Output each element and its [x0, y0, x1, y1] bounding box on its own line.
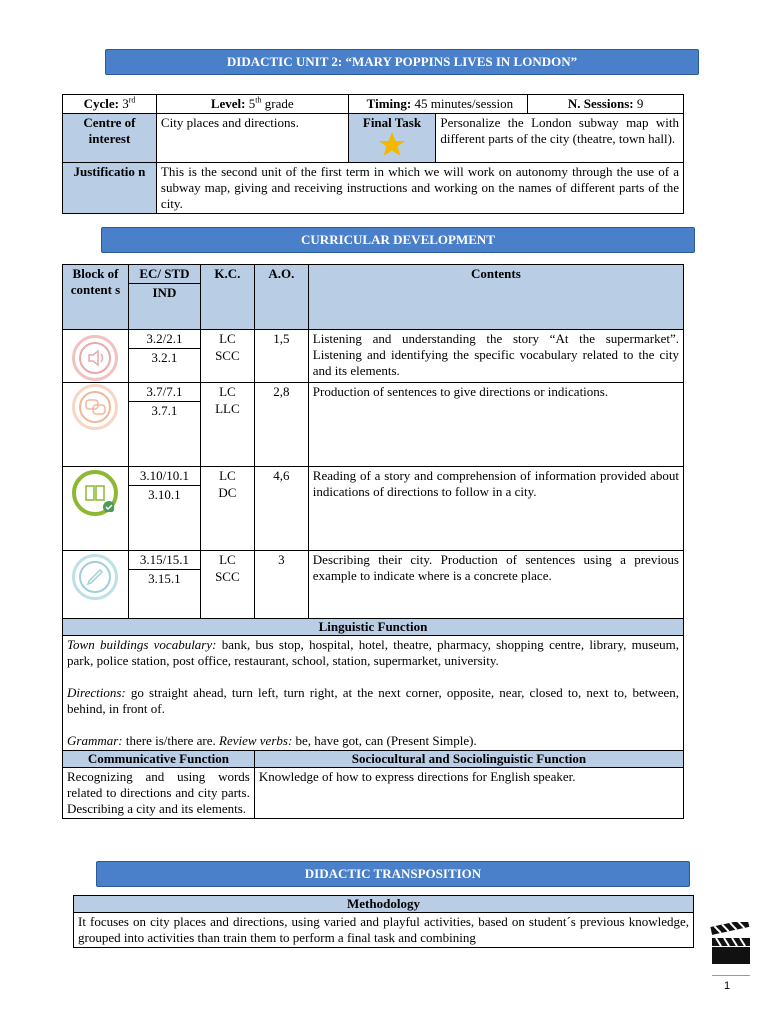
std-value: 3.10/10.1 [139, 468, 189, 483]
kc-cell [200, 551, 254, 619]
level-tail: grade [264, 96, 294, 111]
linguistic-content [63, 636, 684, 751]
level-cell [156, 95, 348, 114]
std-value: 3.7/7.1 [146, 384, 183, 399]
kc-secondary: SCC [215, 348, 240, 363]
ec-std-header [128, 265, 200, 330]
ao-header: A.O. [254, 265, 308, 330]
level-sup: th [255, 95, 262, 105]
footer-rule [712, 975, 750, 976]
block-cell [63, 383, 129, 467]
contents-header: Contents [308, 265, 683, 330]
directions-label: Directions: [67, 685, 126, 700]
reading-icon [72, 470, 118, 516]
vocab-line [67, 637, 679, 669]
kc-primary: LC [219, 331, 236, 346]
methodology-table [73, 895, 694, 948]
kc-primary: LC [219, 468, 236, 483]
centre-label: Centre of interest [63, 114, 157, 163]
contents-cell: Reading of a story and comprehension of information provided about indications of directions to follow in a city. [308, 467, 683, 551]
kc-secondary: LLC [215, 401, 240, 416]
final-task-value: Personalize the London subway map with different parts of the city (theatre, town hall). [436, 114, 684, 163]
kc-secondary: SCC [215, 569, 240, 584]
ind-value: 3.10.1 [129, 485, 200, 504]
listening-icon [72, 335, 118, 381]
timing-value: 45 minutes/session [414, 96, 514, 111]
table-row [63, 330, 684, 383]
writing-icon [72, 554, 118, 600]
std-cell [128, 551, 200, 619]
review-label: Review verbs: [219, 733, 293, 748]
contents-cell: Listening and understanding the story “At the supermarket”. Listening and identifying the specific vocabulary related to the city and its elements. [308, 330, 683, 383]
block-header: Block of content s [63, 265, 129, 330]
grammar-text: there is/there are. [125, 733, 216, 748]
block-cell [63, 330, 129, 383]
ind-label: IND [129, 283, 200, 302]
grammar-label: Grammar: [67, 733, 123, 748]
communicative-text: Recognizing and using words related to directions and city parts. Describing a city and its elements. [63, 768, 255, 819]
kc-secondary: DC [218, 485, 237, 500]
curricular-banner: CURRICULAR DEVELOPMENT [101, 227, 695, 253]
sociocultural-text: Knowledge of how to express directions for English speaker. [254, 768, 683, 819]
methodology-text: It focuses on city places and directions, using varied and playful activities, based on student´s previous knowledge, grouped into activities than train them to perform a final task and combining [74, 913, 694, 948]
level-value: 5 [248, 96, 256, 111]
sessions-label: N. Sessions: [567, 96, 634, 111]
star-icon [377, 131, 407, 157]
std-value: 3.2/2.1 [146, 331, 183, 346]
page-number: 1 [724, 980, 731, 992]
cycle-value: 3 [122, 96, 129, 111]
ind-value: 3.15.1 [129, 569, 200, 588]
ec-std-label: EC/ STD [139, 266, 190, 281]
ind-value: 3.2.1 [129, 348, 200, 367]
vocab-text: bank, bus stop, hospital, hotel, theatre, pharmacy, shopping centre, library, museum, park, police station, post office, restaurant, school, station, supermarket, university. [67, 637, 679, 668]
sociocultural-header: Sociocultural and Sociolinguistic Function [254, 751, 683, 768]
cycle-sup: rd [128, 95, 136, 105]
final-task-label: Final Task [362, 115, 422, 130]
ind-value: 3.7.1 [129, 401, 200, 420]
timing-cell [348, 95, 528, 114]
justification-value: This is the second unit of the first term in which we will work on autonomy through the use of a subway map, giving and receiving instructions and working on the names of different parts of the city. [156, 163, 683, 214]
block-cell [63, 467, 129, 551]
ao-cell: 2,8 [254, 383, 308, 467]
std-value: 3.15/15.1 [139, 552, 189, 567]
ao-cell: 4,6 [254, 467, 308, 551]
grammar-line [67, 733, 679, 749]
timing-label: Timing: [366, 96, 412, 111]
std-cell [128, 383, 200, 467]
kc-primary: LC [219, 384, 236, 399]
vocab-label: Town buildings vocabulary: [67, 637, 217, 652]
ao-cell: 1,5 [254, 330, 308, 383]
speaking-icon [72, 384, 118, 430]
table-row [63, 551, 684, 619]
kc-cell [200, 330, 254, 383]
std-cell [128, 330, 200, 383]
unit-info-table [62, 94, 684, 214]
directions-line [67, 685, 679, 717]
kc-header: K.C. [200, 265, 254, 330]
final-task-cell [348, 114, 436, 163]
linguistic-header: Linguistic Function [63, 619, 684, 636]
communicative-header: Communicative Function [63, 751, 255, 768]
cycle-label: Cycle: [83, 96, 119, 111]
std-cell [128, 467, 200, 551]
contents-cell: Production of sentences to give directions or indications. [308, 383, 683, 467]
unit-title-banner: DIDACTIC UNIT 2: “MARY POPPINS LIVES IN LONDON” [105, 49, 699, 75]
table-row [63, 383, 684, 467]
kc-cell [200, 467, 254, 551]
centre-value: City places and directions. [156, 114, 348, 163]
clapperboard-icon [710, 922, 752, 966]
kc-primary: LC [219, 552, 236, 567]
review-text: be, have got, can (Present Simple). [295, 733, 477, 748]
contents-cell: Describing their city. Production of sentences using a previous example to indicate where is a concrete place. [308, 551, 683, 619]
ao-cell: 3 [254, 551, 308, 619]
kc-cell [200, 383, 254, 467]
sessions-value: 9 [636, 96, 644, 111]
block-cell [63, 551, 129, 619]
directions-text: go straight ahead, turn left, turn right, at the next corner, opposite, near, closed to, next to, between, behind, in front of. [67, 685, 680, 716]
methodology-header: Methodology [74, 896, 694, 913]
curricular-table [62, 264, 684, 819]
cycle-cell [63, 95, 157, 114]
table-row [63, 467, 684, 551]
sessions-cell [528, 95, 684, 114]
didactic-banner: DIDACTIC TRANSPOSITION [96, 861, 690, 887]
justification-label: Justificatio n [63, 163, 157, 214]
level-label: Level: [210, 96, 246, 111]
